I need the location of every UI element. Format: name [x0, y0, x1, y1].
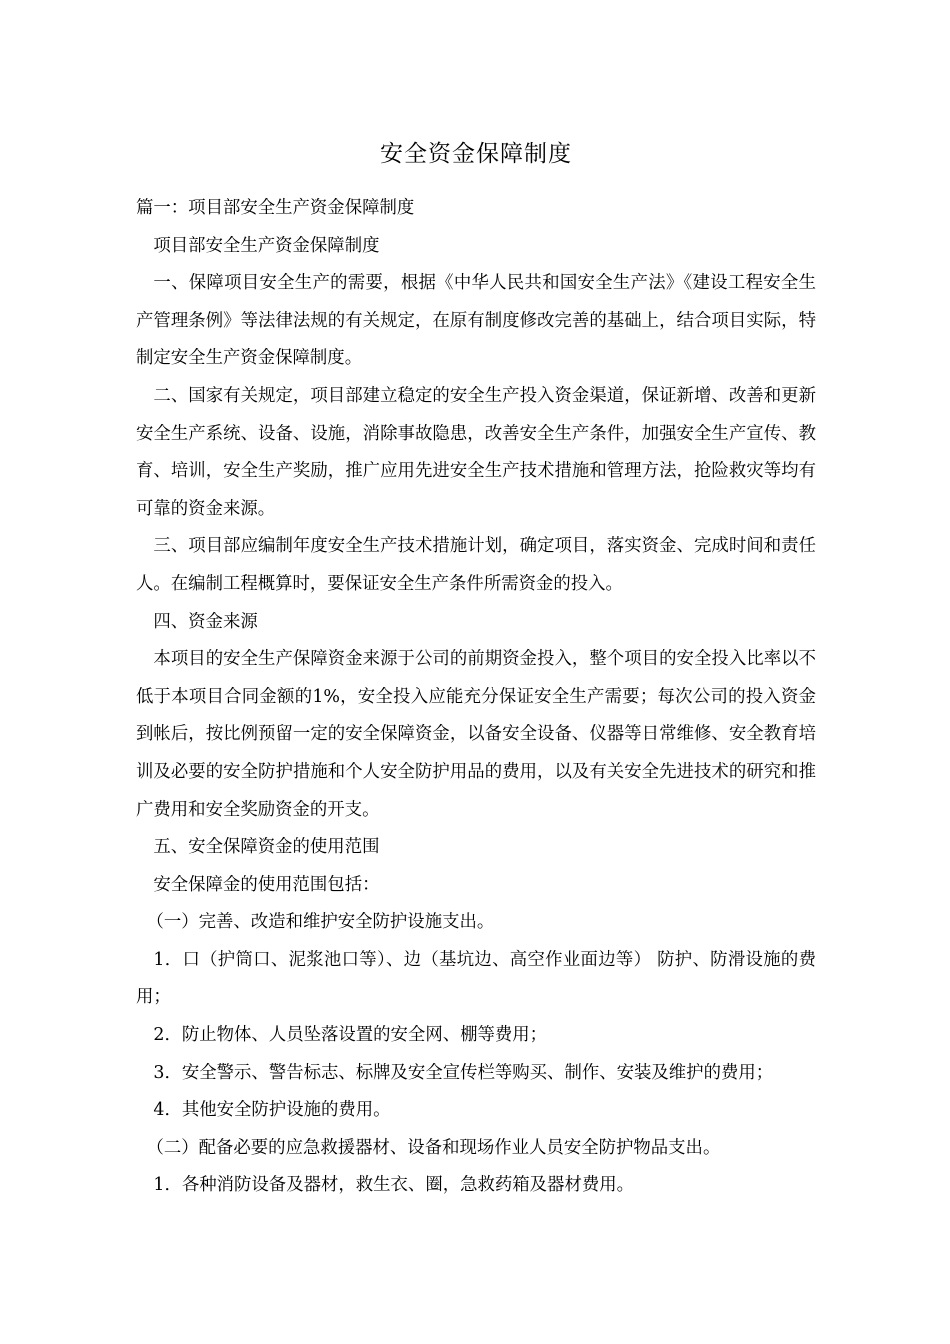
paragraph: 篇一：项目部安全生产资金保障制度 — [136, 198, 415, 218]
paragraph: 五、安全保障资金的使用范围 — [153, 837, 380, 858]
paragraph: 2．防止物体、人员坠落设置的安全网、棚等费用； — [153, 1025, 548, 1046]
paragraph: 本项目的安全生产保障资金来源于公司的前期资金投入，整个项目的安全投入比率以不低于本项目合同金额的1%，安全投入应能充分保证安全生产需要；每次公司的投入资金到帐后，按比例预留一定的安全保障资金，以备安全设备、仪器等日常维修、安全教育培训及必要的安全防护措施和个人安全防护用品的费用，以及有关安全先进技术的研究和推广费用和安全奖励资金的开支。 — [136, 649, 816, 820]
paragraph: （二）配备必要的应急救援器材、设备和现场作业人员安全防护物品支出。 — [146, 1137, 721, 1158]
paragraph: 1．口（护筒口、泥浆池口等）、边（基坑边、高空作业面边等） 防护、防滑设施的费用； — [136, 949, 816, 1008]
document-page — [136, 138, 816, 1205]
paragraph: 4．其他安全防护设施的费用。 — [153, 1100, 391, 1121]
paragraph: 项目部安全生产资金保障制度 — [153, 235, 380, 256]
paragraph: 1．各种消防设备及器材，救生衣、圈，急救药箱及器材费用。 — [153, 1175, 635, 1196]
paragraph: （一）完善、改造和维护安全防护设施支出。 — [146, 912, 495, 933]
document-body — [136, 190, 816, 1205]
paragraph: 四、资金来源 — [153, 611, 258, 632]
paragraph: 一、保障项目安全生产的需要，根据《中华人民共和国安全生产法》《建设工程安全生产管理条例》等法律法规的有关规定，在原有制度修改完善的基础上，结合项目实际，特制定安全生产资金保障制度。 — [136, 273, 816, 369]
paragraph: 3．安全警示、警告标志、标牌及安全宣传栏等购买、制作、安装及维护的费用； — [153, 1062, 774, 1083]
paragraph: 安全保障金的使用范围包括： — [153, 874, 380, 895]
paragraph: 二、国家有关规定，项目部建立稳定的安全生产投入资金渠道，保证新增、改善和更新安全生产系统、设备、设施，消除事故隐患，改善安全生产条件，加强安全生产宣传、教育、培训，安全生产奖励，推广应用先进安全生产技术措施和管理方法，抢险救灾等均有可靠的资金来源。 — [136, 385, 816, 519]
paragraph: 三、项目部应编制年度安全生产技术措施计划，确定项目，落实资金、完成时间和责任人。在编制工程概算时，要保证安全生产条件所需资金的投入。 — [136, 536, 816, 594]
document-title: 安全资金保障制度 — [380, 141, 572, 167]
